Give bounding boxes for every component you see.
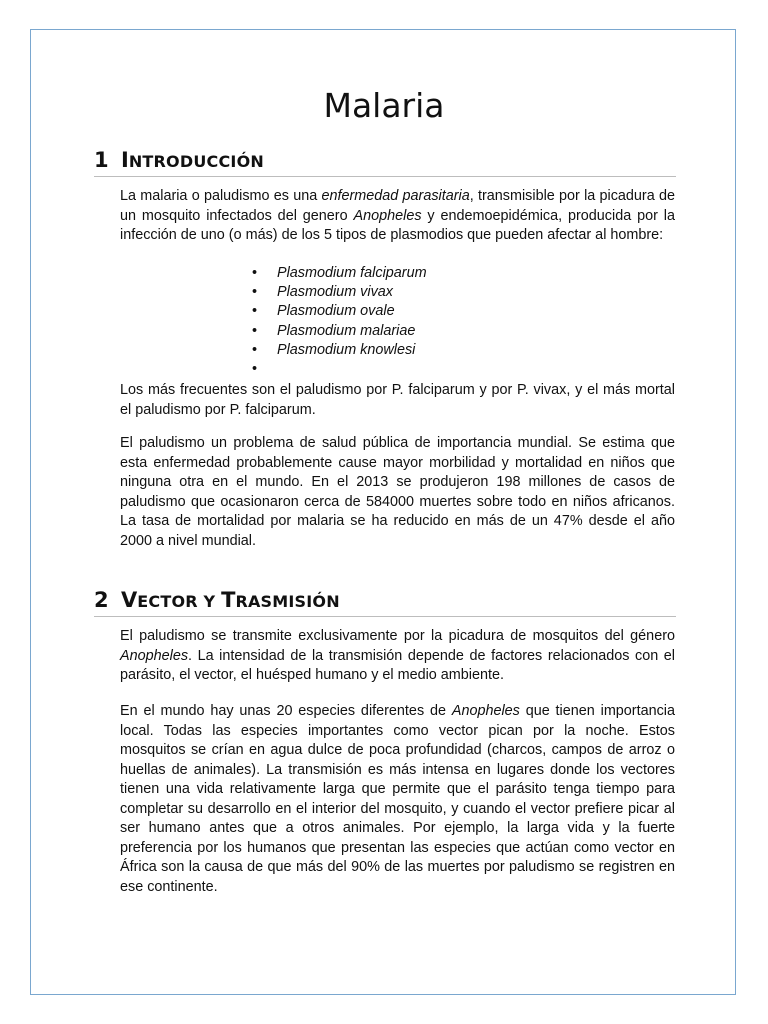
list-item: • Plasmodium knowlesi (252, 341, 427, 360)
section-heading-introduccion (94, 148, 676, 177)
paragraph (120, 627, 675, 686)
intro-paragraph (120, 187, 675, 246)
list-item: • Plasmodium falciparum (252, 264, 427, 283)
emphasis-text: Anopheles (120, 647, 189, 664)
section-number: 1 (94, 148, 109, 172)
heading-rest: ECTOR Y (137, 592, 222, 611)
heading-initial: I (121, 148, 129, 172)
text-run: La malaria o paludismo es una (120, 188, 322, 204)
heading-rest: RASMISIÓN (235, 592, 340, 611)
list-item: • Plasmodium vivax (252, 283, 427, 302)
text-run: . La intensidad de la transmisión depende de factores relacionados con el parásito, el vector, el huésped humano y el medio ambiente. (120, 647, 675, 683)
text-run: El paludismo se transmite exclusivamente por la picadura de mosquitos del género (120, 628, 675, 644)
heading-initial: V (121, 588, 138, 612)
list-item: • Plasmodium ovale (252, 302, 427, 321)
section-number: 2 (94, 588, 109, 612)
text-run: En el mundo hay unas 20 especies diferentes de (120, 703, 452, 719)
emphasis-text: Anopheles (353, 207, 422, 224)
heading-rest: NTRODUCCIÓN (128, 152, 264, 171)
text-run: que tienen importancia local. Todas las especies importantes como vector pican por la noche. Estos mosquitos se crían en agua dulce de poca profundidad (charcos, campos de arroz o huellas de animales). La transmisión es más intensa en lugares donde los vectores tienen una vida relativamente larga que permite que el parásito tenga tiempo para completar su desarrollo en el interior del mosquito, y cuando el vector prefiere picar al ser humano antes que a otros animales. Por ejemplo, la larga vida y la fuerte preferencia por los humanos que presentan las especies que actúan como vector en África son la causa de que más del 90% de las muertes por paludismo se registren en ese continente. (120, 703, 676, 895)
plasmodium-list (252, 264, 427, 379)
list-item: • Plasmodium malariae (252, 322, 427, 341)
emphasis-text: Anopheles (451, 703, 520, 719)
document-title: Malaria (323, 86, 445, 125)
heading-initial: T (221, 588, 236, 612)
text-run: , transmisible por la picadura de un mosquito infectados del genero (120, 188, 675, 224)
list-item (252, 360, 427, 379)
paragraph: El paludismo un problema de salud pública de importancia mundial. Se estima que esta enfermedad probablemente cause mayor morbilidad y mortalidad en niños que ninguna otra en el mundo. En el 2013 se produjeron 198 millones de casos de paludismo que ocasionaron cerca de 584000 muertes sobre todo en niños africanos. La tasa de mortalidad por malaria se ha reducido en más de un 47% desde el año 2000 a nivel mundial. (120, 435, 675, 549)
paragraph: Los más frecuentes son el paludismo por P. falciparum y por P. vivax, y el más mortal el paludismo por P. falciparum. (120, 382, 675, 418)
paragraph (120, 702, 675, 897)
emphasis-text: enfermedad parasitaria (321, 188, 470, 204)
section-heading-vector-trasmision (94, 588, 676, 617)
text-run: y endemoepidémica, producida por la infección de uno (o más) de los 5 tipos de plasmodios que pueden afectar al hombre: (120, 207, 675, 243)
